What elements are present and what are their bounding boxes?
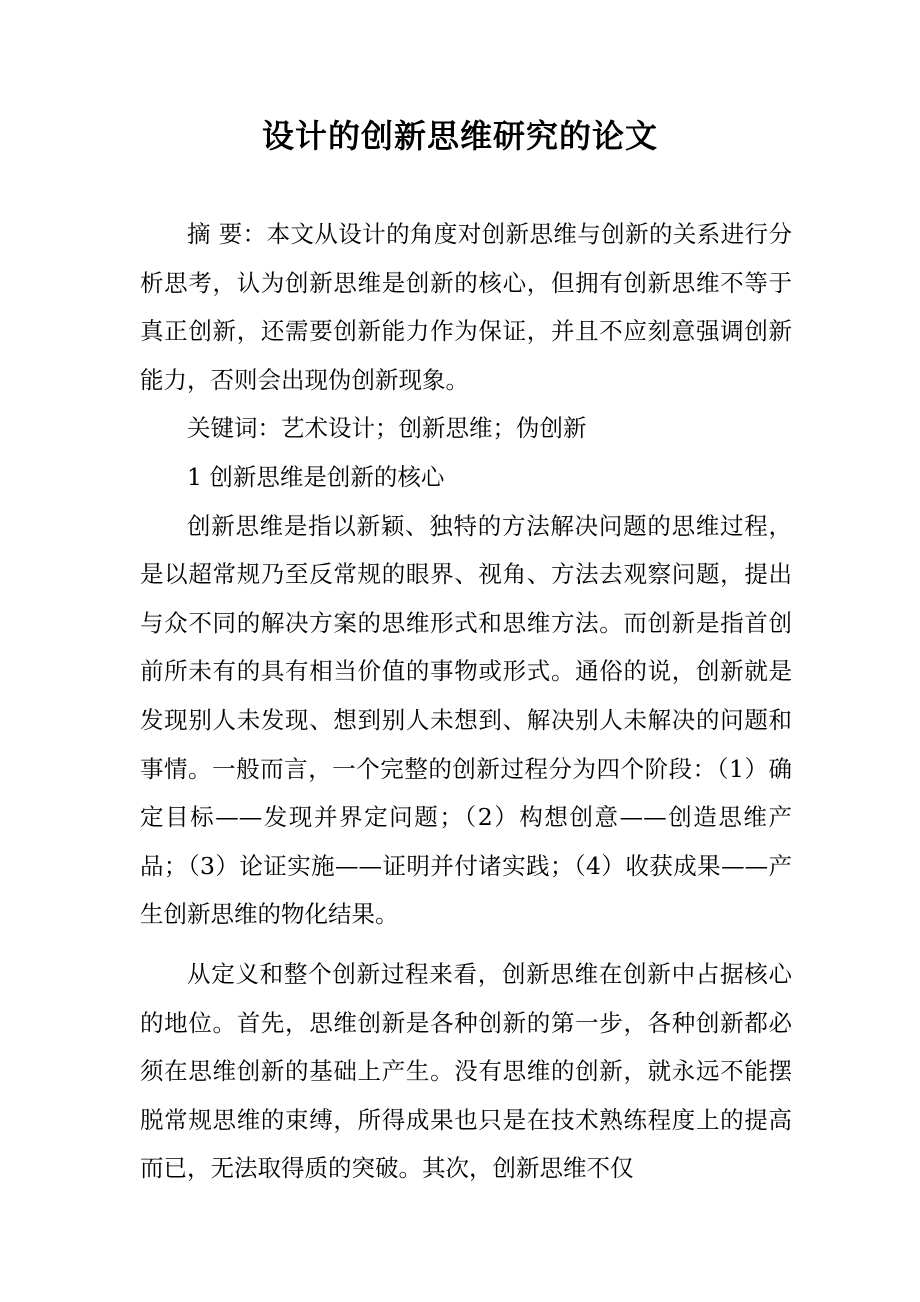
body-paragraph: 从定义和整个创新过程来看，创新思维在创新中占据核心的地位。首先，思维创新是各种创新的第一步，各种创新都必须在思维创新的基础上产生。没有思维的创新，就永远不能摆脱常规思维的束缚，所得成果也只是在技术熟练程度上的提高而已，无法取得质的突破。其次，创新思维不仅 bbox=[140, 959, 792, 1183]
body-paragraph: 创新思维是指以新颖、独特的方法解决问题的思维过程，是以超常规乃至反常规的眼界、视角、方法去观察问题，提出与众不同的解决方案的思维形式和思维方法。而创新是指首创前所未有的具有相当价值的事物或形式。通俗的说，创新就是发现别人未发现、想到别人未想到、解决别人未解决的问题和事情。一般而言，一个完整的创新过程分为四个阶段：（1）确定目标——发现并界定问题；（2）构想创意——创造思维产品；（3）论证实施——证明并付诸实践；（4）收获成果——产生创新思维的物化结果。 bbox=[140, 511, 792, 929]
section-heading: 1 创新思维是创新的核心 bbox=[187, 462, 445, 491]
abstract-paragraph: 摘 要：本文从设计的角度对创新思维与创新的关系进行分析思考，认为创新思维是创新的核心，但拥有创新思维不等于真正创新，还需要创新能力作为保证，并且不应刻意强调创新能力，否则会出现伪创新现象。 bbox=[140, 220, 792, 394]
document-title: 设计的创新思维研究的论文 bbox=[261, 117, 658, 155]
document-body bbox=[140, 210, 792, 1193]
keywords-line: 关键词：艺术设计；创新思维；伪创新 bbox=[187, 414, 587, 443]
